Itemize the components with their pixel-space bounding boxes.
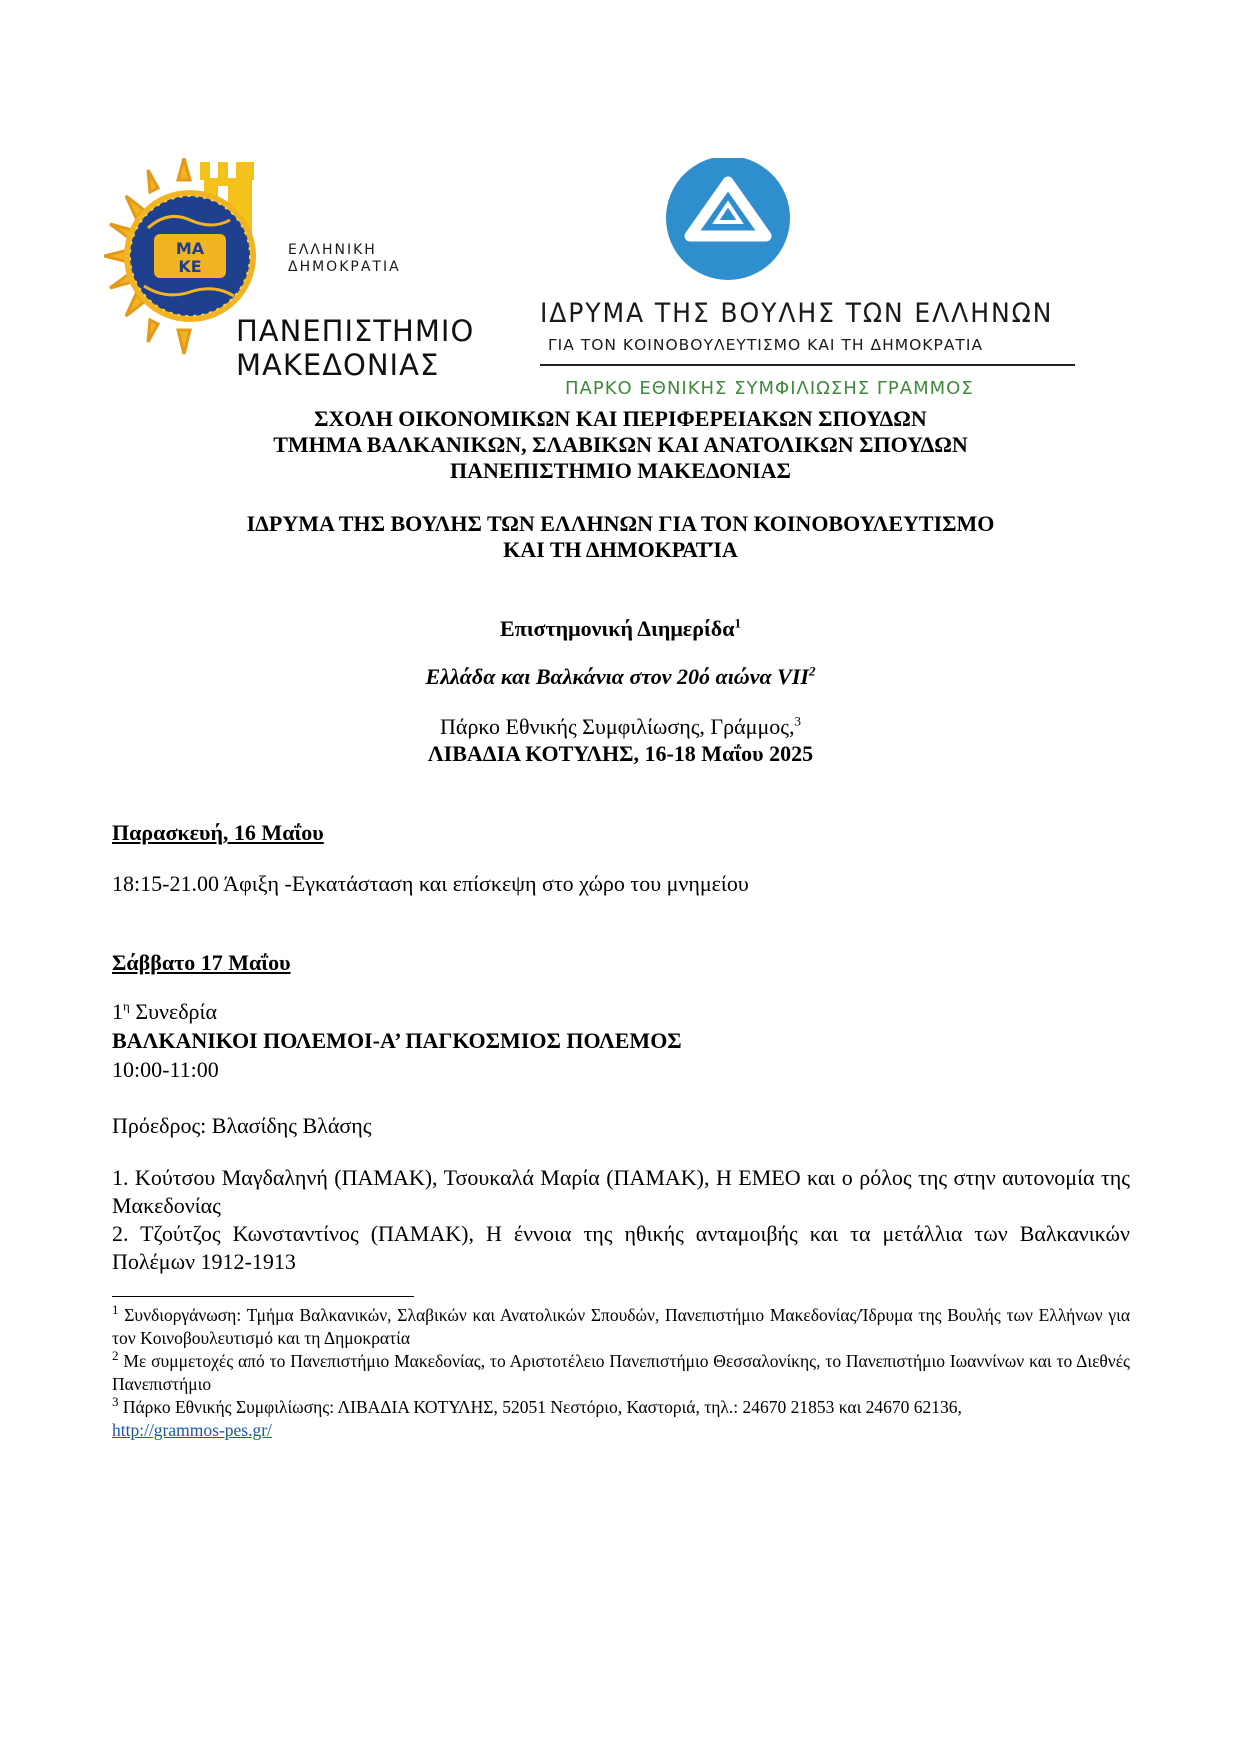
uom-country-line1: ΕΛΛΗΝΙΚΗ bbox=[288, 242, 377, 258]
university-of-macedonia-logo bbox=[104, 158, 475, 382]
foundation-divider bbox=[540, 364, 1075, 366]
footnote-ref-2: 2 bbox=[808, 663, 816, 679]
school-name: ΣΧΟΛΗ ΟΙΚΟΝΟΜΙΚΩΝ ΚΑΙ ΠΕΡΙΦΕΡΕΙΑΚΩΝ ΣΠΟΥΔΩΝ bbox=[314, 406, 927, 431]
foundation-header bbox=[0, 511, 1241, 563]
foundation-header-line1: ΙΔΡΥΜΑ ΤΗΣ ΒΟΥΛΗΣ ΤΩΝ ΕΛΛΗΝΩΝ ΓΙΑ ΤΟΝ ΚΟΙΝΟΒΟΥΛΕΥΤΙΣΜΟ bbox=[246, 511, 995, 536]
footnote-1-text: Συνδιοργάνωση: Τμήμα Βαλκανικών, Σλαβικών και Ανατολικών Σπουδών, Πανεπιστήμιο Μακεδονίας/Ίδρυμα της Βουλής των Ελλήνων για τον Κοινοβουλευτισμό και τη Δημοκρατία bbox=[112, 1305, 1130, 1348]
footnote-3-number: 3 bbox=[112, 1394, 119, 1410]
session-time: 10:00-11:00 bbox=[112, 1057, 219, 1082]
event-type bbox=[0, 616, 1241, 642]
grammos-website-link[interactable]: http://grammos-pes.gr/ bbox=[112, 1420, 272, 1440]
session-ordinal: η bbox=[123, 998, 130, 1014]
footnote-1-number: 1 bbox=[112, 1302, 119, 1318]
footnote-3-text: Πάρκο Εθνικής Συμφιλίωσης: ΛΙΒΑΔΙΑ ΚΟΤΥΛΗΣ, 52051 Νεστόριο, Καστοριά, τηλ.: 24670 21853 και 24670 62136, bbox=[118, 1397, 962, 1417]
session-label bbox=[112, 998, 217, 1026]
footnote-2-text: Με συμμετοχές από το Πανεπιστήμιο Μακεδονίας, το Αριστοτέλειο Πανεπιστήμιο Θεσσαλονίκης, το Πανεπιστήμιο Ιωαννίνων και το Διεθνές Πανεπιστήμιο bbox=[112, 1351, 1130, 1394]
session-number: 1 bbox=[112, 999, 123, 1024]
event-venue bbox=[0, 714, 1241, 740]
footnote-2 bbox=[112, 1350, 1130, 1396]
footnote-2-number: 2 bbox=[112, 1348, 119, 1364]
session-chair: Πρόεδρος: Βλασίδης Βλάσης bbox=[112, 1113, 372, 1138]
event-place-date: ΛΙΒΑΔΙΑ ΚΟΤΥΛΗΣ, 16-18 Μαΐου 2025 bbox=[427, 741, 814, 766]
uom-country-line2: ΔΗΜΟΚΡΑΤΙΑ bbox=[288, 259, 401, 275]
session-title: ΒΑΛΚΑΝΙΚΟΙ ΠΟΛΕΜΟΙ-Α’ ΠΑΓΚΟΣΜΙΟΣ ΠΟΛΕΜΟΣ bbox=[112, 1028, 682, 1053]
uom-name-line2: ΜΑΚΕΔΟΝΙΑΣ bbox=[236, 348, 440, 382]
uom-name-line1: ΠΑΝΕΠΙΣΤΗΜΙΟ bbox=[236, 314, 475, 348]
foundation-triangle-icon bbox=[540, 158, 1080, 298]
day2-heading: Σάββατο 17 Μαΐου bbox=[112, 950, 291, 975]
foundation-header-line2: ΚΑΙ ΤΗ ΔΗΜΟΚΡΑΤΊΑ bbox=[503, 537, 738, 562]
uom-name bbox=[236, 314, 474, 382]
foundation-title: ΙΔΡΥΜΑ ΤΗΣ ΒΟΥΛΗΣ ΤΩΝ ΕΛΛΗΝΩΝ bbox=[540, 298, 1054, 329]
foundation-park-label: ΠΑΡΚΟ ΕΘΝΙΚΗΣ ΣΥΜΦΙΛΙΩΣΗΣ ΓΡΑΜΜΟΣ bbox=[565, 378, 974, 399]
event-title-text: Ελλάδα και Βαλκάνια στον 20ό αιώνα VII bbox=[425, 664, 809, 689]
department-name: ΤΜΗΜΑ ΒΑΛΚΑΝΙΚΩΝ, ΣΛΑΒΙΚΩΝ ΚΑΙ ΑΝΑΤΟΛΙΚΩΝ ΣΠΟΥΔΩΝ bbox=[273, 432, 968, 457]
foundation-subtitle: ΓΙΑ ΤΟΝ ΚΟΙΝΟΒΟΥΛΕΥΤΙΣΜΟ ΚΑΙ ΤΗ ΔΗΜΟΚΡΑΤΙΑ bbox=[548, 336, 984, 354]
footnote-separator bbox=[112, 1296, 414, 1297]
event-title bbox=[0, 664, 1241, 690]
footnote-1 bbox=[112, 1304, 1130, 1350]
event-type-text: Επιστημονική Διημερίδα bbox=[499, 616, 735, 641]
talk-1: 1. Κούτσου Μαγδαληνή (ΠΑΜΑΚ), Τσουκαλά Μαρία (ΠΑΜΑΚ), Η ΕΜΕΟ και ο ρόλος της στην αυτονομία της Μακεδονίας bbox=[112, 1165, 1130, 1218]
uom-seal-text-2: ΚΕ bbox=[178, 257, 202, 276]
event-venue-text: Πάρκο Εθνικής Συμφιλίωσης, Γράμμος, bbox=[440, 714, 795, 739]
talk-2: 2. Τζούτζος Κωνσταντίνος (ΠΑΜΑΚ), Η έννοια της ηθικής ανταμοιβής και τα μετάλλια των Βαλκανικών Πολέμων 1912-1913 bbox=[112, 1221, 1130, 1274]
uom-seal-text-1: ΜΑ bbox=[175, 239, 205, 258]
footnote-3 bbox=[112, 1396, 1130, 1442]
footnote-ref-1: 1 bbox=[734, 615, 742, 631]
institution-header bbox=[0, 406, 1241, 484]
session-label-text: Συνεδρία bbox=[135, 999, 217, 1024]
uom-country-label bbox=[288, 242, 401, 276]
day1-heading: Παρασκευή, 16 Μαΐου bbox=[112, 820, 324, 845]
footnote-ref-3: 3 bbox=[794, 713, 801, 729]
parliament-foundation-logo bbox=[540, 158, 1080, 408]
day1-item: 18:15-21.00 Άφιξη -Εγκατάσταση και επίσκεψη στο χώρο του μνημείου bbox=[112, 871, 749, 896]
university-name: ΠΑΝΕΠΙΣΤΗΜΙΟ ΜΑΚΕΔΟΝΙΑΣ bbox=[450, 458, 791, 483]
